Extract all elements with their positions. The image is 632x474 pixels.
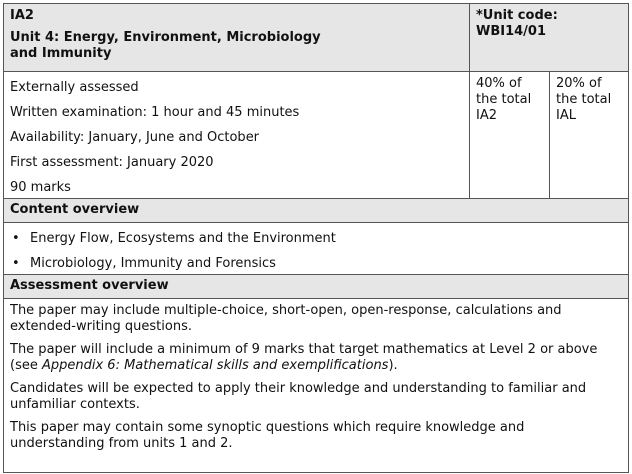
unit-code-cell xyxy=(470,4,628,71)
content-overview-heading-row xyxy=(4,199,628,223)
text-line: understanding from units 1 and 2. xyxy=(10,436,233,451)
header-row xyxy=(4,4,628,72)
assessment-overview-body xyxy=(4,299,628,472)
assessment-paragraph xyxy=(10,342,622,374)
text-line: extended-writing questions. xyxy=(10,319,192,334)
list-item xyxy=(10,226,622,251)
unit-title-line1: Unit 4: Energy, Environment, Microbiology xyxy=(10,30,321,45)
ia2-weight-line: the total xyxy=(476,92,532,107)
text-line: ). xyxy=(388,358,398,373)
bullet-text: Microbiology, Immunity and Forensics xyxy=(30,256,276,271)
ial-weight-line: the total xyxy=(556,92,612,107)
info-line: 90 marks xyxy=(10,180,71,195)
text-line: The paper will include a minimum of 9 marks that target mathematics at Level 2 or above xyxy=(10,342,598,357)
unit-title-line2: and Immunity xyxy=(10,46,112,61)
unit-spec-table xyxy=(3,3,629,473)
ia2-weight-line: IA2 xyxy=(476,108,497,123)
content-overview-heading: Content overview xyxy=(10,202,140,217)
unit-code-label: *Unit code: xyxy=(476,8,558,23)
ial-weight-line: IAL xyxy=(556,108,576,123)
appendix-reference: Appendix 6: Mathematical skills and exemplifications xyxy=(41,358,389,373)
assessment-paragraph xyxy=(10,381,622,413)
unit-code: WBI14/01 xyxy=(476,24,547,39)
bullet-text: Energy Flow, Ecosystems and the Environment xyxy=(30,231,336,246)
text-line: (see xyxy=(10,358,42,373)
ial-weight-line: 20% of xyxy=(556,76,602,91)
info-line: Externally assessed xyxy=(10,80,139,95)
unit-title-cell xyxy=(4,4,470,71)
assessment-overview-heading: Assessment overview xyxy=(10,278,169,293)
code-label: IA2 xyxy=(10,8,34,23)
text-line: Candidates will be expected to apply their knowledge and understanding to familiar and xyxy=(10,381,587,396)
assessment-paragraph xyxy=(10,303,622,335)
text-line: This paper may contain some synoptic questions which require knowledge and xyxy=(10,420,525,435)
info-line: Written examination: 1 hour and 45 minutes xyxy=(10,105,300,120)
info-line: First assessment: January 2020 xyxy=(10,155,214,170)
info-row xyxy=(4,72,628,199)
content-bullets-row xyxy=(4,223,628,275)
bullet-icon: • xyxy=(12,231,20,246)
text-line: The paper may include multiple-choice, short-open, open-response, calculations and xyxy=(10,303,562,318)
text-line: unfamiliar contexts. xyxy=(10,397,140,412)
bullet-icon: • xyxy=(12,256,20,271)
assessment-overview-heading-row xyxy=(4,275,628,299)
ia2-weight-cell xyxy=(470,72,550,198)
ial-weight-cell xyxy=(550,72,628,198)
info-line: Availability: January, June and October xyxy=(10,130,260,145)
assessment-paragraph xyxy=(10,420,622,452)
exam-info-cell xyxy=(4,72,470,198)
ia2-weight-line: 40% of xyxy=(476,76,522,91)
list-item xyxy=(10,251,622,276)
